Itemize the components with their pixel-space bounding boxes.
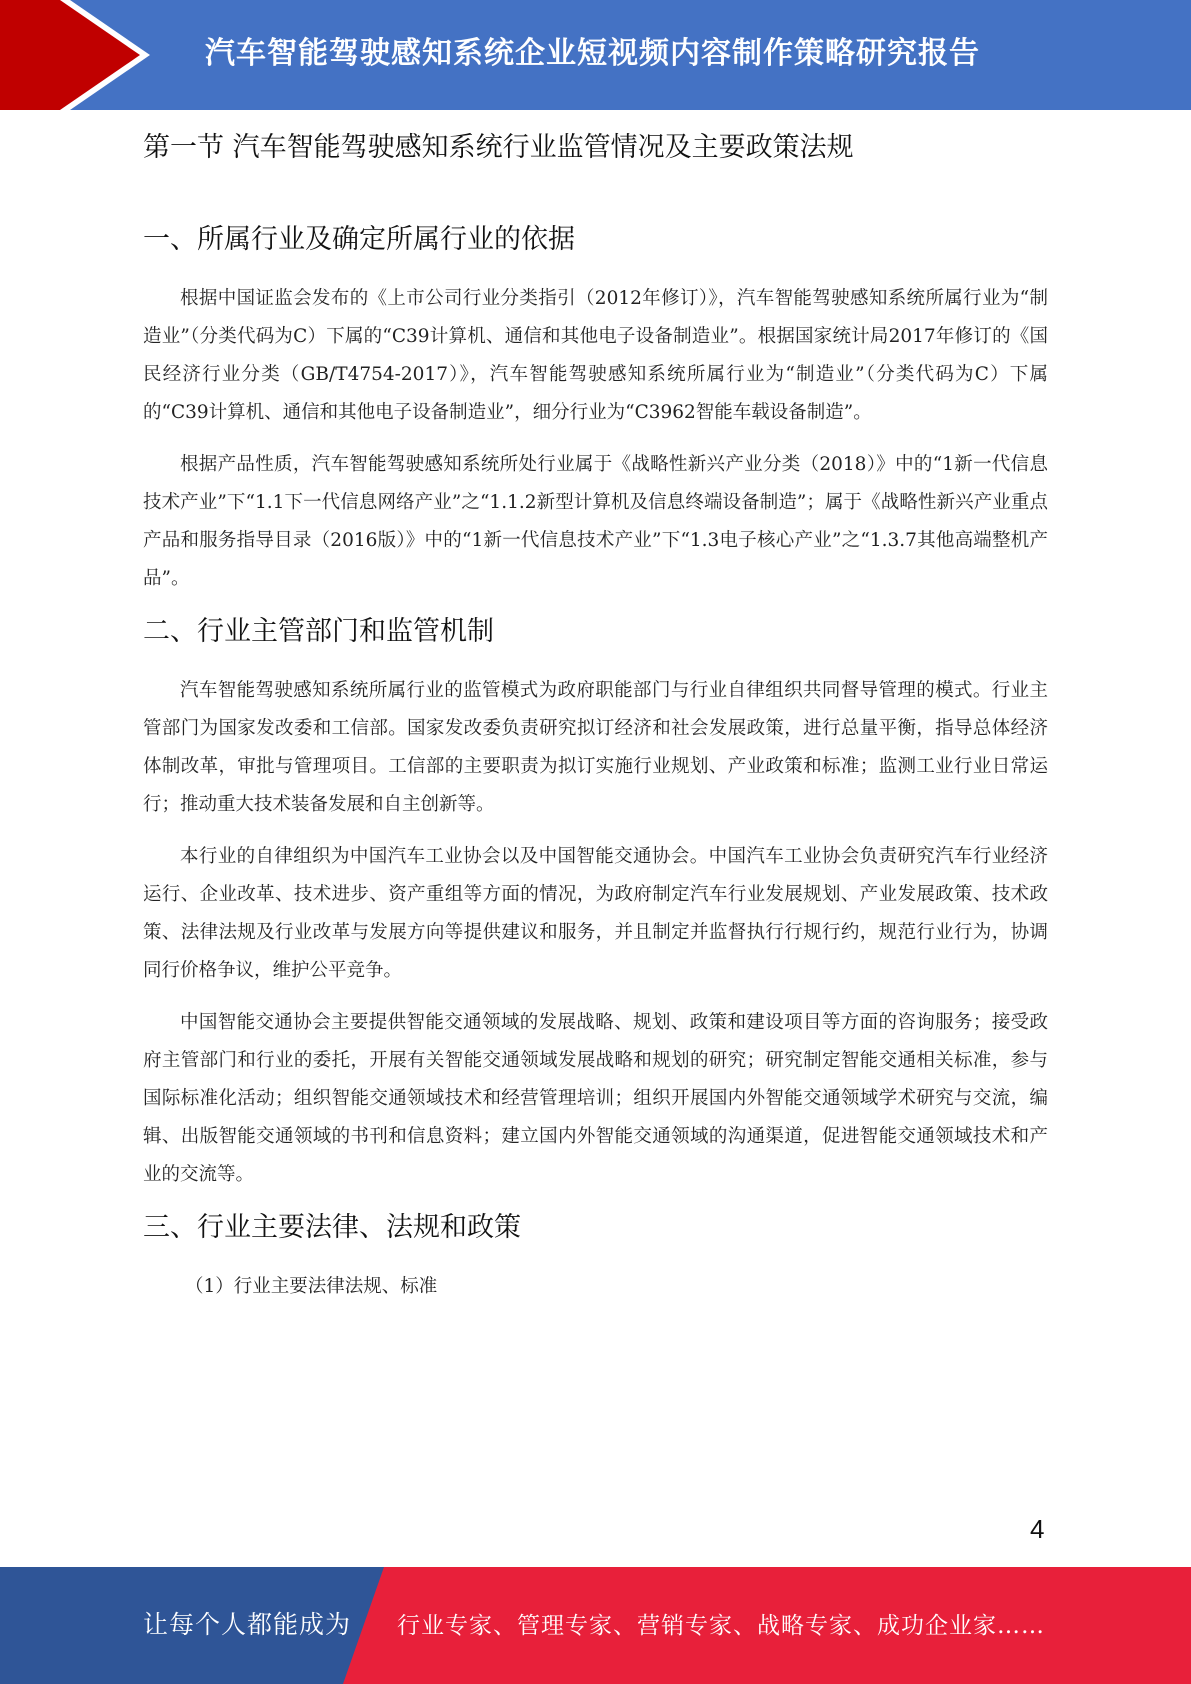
paragraph-classification-csrc: 根据中国证监会发布的《上市公司行业分类指引（2012年修订）》，汽车智能驾驶感知系统所属行业为“制造业”（分类代码为C）下属的“C39计算机、通信和其他电子设备制造业”。根据国家统计局2017年修订的《国民经济行业分类（GB/T4754-2017）》，汽车智能驾驶感知系统所属行业为“制造业”（分类代码为C）下属的“C39计算机、通信和其他电子设备制造业”，细分行业为“C3962智能车载设备制造”。 — [143, 288, 1048, 423]
header-chevron-graphic — [0, 0, 160, 110]
paragraph-regulatory-model: 汽车智能驾驶感知系统所属行业的监管模式为政府职能部门与行业自律组织共同督导管理的模式。行业主管部门为国家发改委和工信部。国家发改委负责研究拟订经济和社会发展政策，进行总量平衡，指导总体经济体制改革，审批与管理项目。工信部的主要职责为拟订实施行业规划、产业政策和标准；监测工业行业日常运行；推动重大技术装备发展和自主创新等。 — [143, 680, 1048, 815]
paragraph-strategic-industry: 根据产品性质，汽车智能驾驶感知系统所处行业属于《战略性新兴产业分类（2018）》中的“1新一代信息技术产业”下“1.1下一代信息网络产业”之“1.1.2新型计算机及信息终端设备制造”；属于《战略性新兴产业重点产品和服务指导目录（2016版）》中的“1新一代信息技术产业”下“1.3电子核心产业”之“1.3.7其他高端整机产品”。 — [143, 454, 1048, 589]
list-item-laws-standards: （1）行业主要法律法规、标准 — [185, 1276, 438, 1297]
page-number: 4 — [1030, 1514, 1045, 1544]
footer-banner — [0, 1567, 1191, 1684]
section-title: 第一节 汽车智能驾驶感知系统行业监管情况及主要政策法规 — [143, 132, 854, 163]
header-banner — [0, 0, 1191, 110]
paragraph-self-regulatory-org: 本行业的自律组织为中国汽车工业协会以及中国智能交通协会。中国汽车工业协会负责研究汽车行业经济运行、企业改革、技术进步、资产重组等方面的情况，为政府制定汽车行业发展规划、产业发展政策、技术政策、法律法规及行业改革与发展方向等提供建议和服务，并且制定并监督执行行规行约，规范行业行为，协调同行价格争议，维护公平竞争。 — [143, 846, 1048, 981]
heading-laws-policies: 三、行业主要法律、法规和政策 — [143, 1212, 521, 1243]
footer-slogan-right: 行业专家、管理专家、营销专家、战略专家、成功企业家…… — [397, 1613, 1045, 1639]
heading-regulatory-authority: 二、行业主管部门和监管机制 — [143, 616, 494, 647]
paragraph-its-association: 中国智能交通协会主要提供智能交通领域的发展战略、规划、政策和建设项目等方面的咨询服务；接受政府主管部门和行业的委托，开展有关智能交通领域发展战略和规划的研究；研究制定智能交通相关标准，参与国际标准化活动；组织智能交通领域技术和经营管理培训；组织开展国内外智能交通领域学术研究与交流，编辑、出版智能交通领域的书刊和信息资料；建立国内外智能交通领域的沟通渠道，促进智能交通领域技术和产业的交流等。 — [143, 1012, 1048, 1185]
page-content — [143, 128, 1048, 1306]
report-title: 汽车智能驾驶感知系统企业短视频内容制作策略研究报告 — [205, 36, 980, 71]
footer-slogan-left: 让每个人都能成为 — [143, 1610, 352, 1639]
heading-industry-classification: 一、所属行业及确定所属行业的依据 — [143, 224, 575, 255]
